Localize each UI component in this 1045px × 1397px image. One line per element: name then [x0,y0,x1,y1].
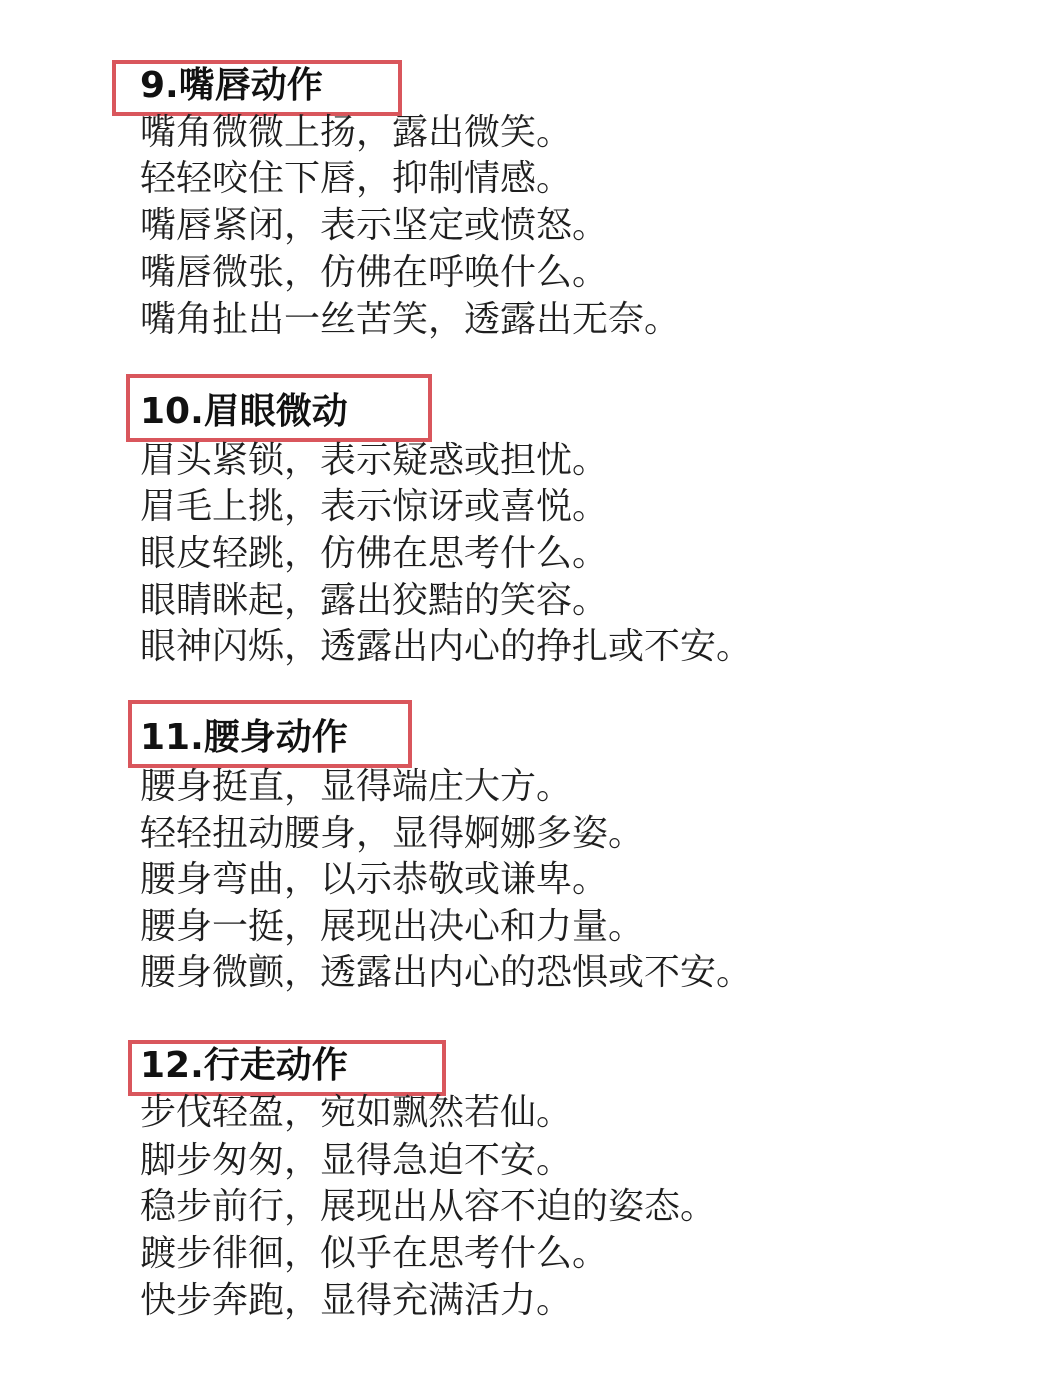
section-heading: 9.嘴唇动作 [140,65,323,106]
section-heading: 12.行走动作 [140,1045,348,1086]
list-item: 腰身一挺，展现出决心和力量。 [140,906,645,947]
list-item: 眼神闪烁，透露出内心的挣扎或不安。 [140,626,753,667]
list-item: 眉毛上挑，表示惊讶或喜悦。 [140,486,609,527]
list-item: 嘴唇紧闭，表示坚定或愤怒。 [140,205,609,246]
section-heading: 10.眉眼微动 [140,391,348,432]
list-item: 步伐轻盈，宛如飘然若仙。 [140,1092,573,1133]
list-item: 眉头紧锁，表示疑惑或担忧。 [140,440,609,481]
list-item: 脚步匆匆，显得急迫不安。 [140,1140,573,1181]
list-item: 嘴角扯出一丝苦笑，透露出无奈。 [140,299,681,340]
list-item: 轻轻扭动腰身，显得婀娜多姿。 [140,813,645,854]
list-item: 轻轻咬住下唇，抑制情感。 [140,158,573,199]
section-heading: 11.腰身动作 [140,717,348,758]
list-item: 腰身微颤，透露出内心的恐惧或不安。 [140,952,753,993]
list-item: 踱步徘徊，似乎在思考什么。 [140,1233,609,1274]
list-item: 腰身挺直，显得端庄大方。 [140,766,573,807]
list-item: 眼皮轻跳，仿佛在思考什么。 [140,533,609,574]
list-item: 腰身弯曲，以示恭敬或谦卑。 [140,859,609,900]
list-item: 嘴唇微张，仿佛在呼唤什么。 [140,252,609,293]
list-item: 眼睛眯起，露出狡黠的笑容。 [140,580,609,621]
list-item: 快步奔跑，显得充满活力。 [140,1280,573,1321]
list-item: 稳步前行，展现出从容不迫的姿态。 [140,1186,717,1227]
list-item: 嘴角微微上扬，露出微笑。 [140,112,573,153]
